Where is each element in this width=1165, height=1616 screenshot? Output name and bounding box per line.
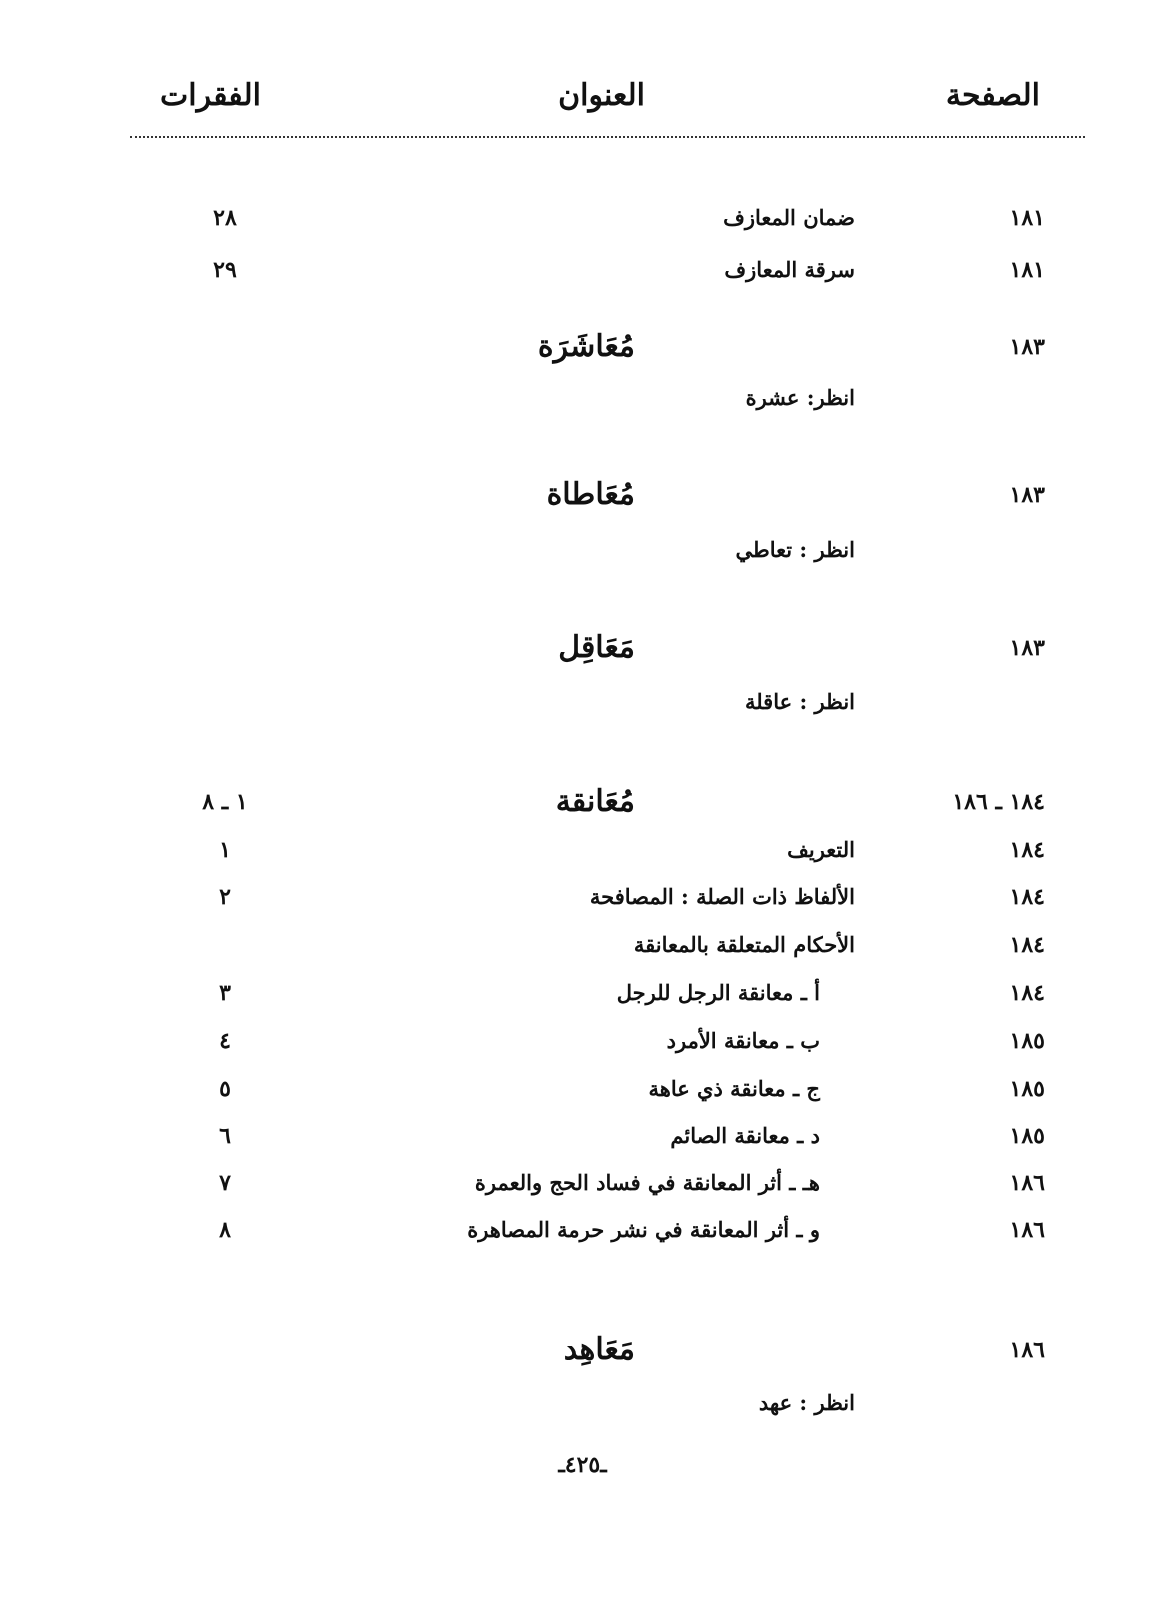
row-paragraph: ٢٨	[213, 205, 237, 231]
row-page: ١٨١	[1009, 205, 1045, 231]
row-paragraph: ٥	[219, 1076, 231, 1102]
header-paragraphs-column: الفقرات	[160, 78, 261, 113]
row-title: سرقة المعازف	[724, 257, 855, 282]
row-title: د ـ معانقة الصائم	[670, 1123, 820, 1148]
index-entry-heading	[0, 475, 1165, 515]
index-row	[0, 198, 1165, 238]
index-row	[0, 1069, 1165, 1109]
row-title: أ ـ معانقة الرجل للرجل	[616, 980, 820, 1005]
index-row	[0, 378, 1165, 418]
see-also-reference: انظر : تعاطي	[735, 537, 855, 562]
header-dotted-divider	[130, 136, 1085, 138]
row-page: ١٨٤	[1009, 837, 1045, 863]
index-entry-heading	[0, 782, 1165, 822]
row-paragraph: ٣	[219, 980, 231, 1006]
row-title: هـ ـ أثر المعانقة في فساد الحج والعمرة	[474, 1170, 820, 1195]
row-page: ١٨٤	[1009, 932, 1045, 958]
row-page: ١٨٣	[1009, 482, 1045, 508]
row-paragraph: ٦	[219, 1123, 231, 1149]
index-entry-heading	[0, 327, 1165, 367]
row-title: ضمان المعازف	[723, 205, 855, 230]
entry-heading: مَعَاقِل	[558, 630, 635, 665]
row-page: ١٨٣	[1009, 635, 1045, 661]
index-row	[0, 877, 1165, 917]
index-row	[0, 973, 1165, 1013]
index-row	[0, 1383, 1165, 1423]
row-page: ١٨٣	[1009, 334, 1045, 360]
index-row	[0, 1210, 1165, 1250]
entry-heading: مُعَاطاة	[546, 477, 635, 512]
row-title: الأحكام المتعلقة بالمعانقة	[633, 932, 855, 957]
entry-heading: مُعَاشَرَة	[537, 329, 635, 364]
header-page-column: الصفحة	[945, 78, 1040, 113]
index-row	[0, 925, 1165, 965]
index-row	[0, 530, 1165, 570]
index-entry-heading	[0, 1330, 1165, 1370]
row-paragraph: ٢٩	[213, 257, 237, 283]
row-paragraph: ٤	[219, 1028, 231, 1054]
row-page: ١٨٦	[1009, 1337, 1045, 1363]
row-page: ١٨٤	[1009, 980, 1045, 1006]
index-row	[0, 1021, 1165, 1061]
index-row	[0, 1163, 1165, 1203]
entry-heading: مَعَاهِد	[563, 1332, 635, 1367]
row-page: ١٨٥	[1009, 1028, 1045, 1054]
see-also-reference: انظر : عهد	[758, 1390, 855, 1415]
row-title: ب ـ معانقة الأمرد	[666, 1028, 820, 1053]
row-paragraph: ٧	[219, 1170, 231, 1196]
row-paragraph: ٢	[219, 884, 231, 910]
index-row	[0, 1116, 1165, 1156]
row-paragraph: ١	[219, 837, 231, 863]
row-paragraph: ١ ـ ٨	[202, 789, 248, 815]
index-row	[0, 682, 1165, 722]
row-page: ١٨٤	[1009, 884, 1045, 910]
row-title: التعريف	[787, 837, 855, 862]
row-title: و ـ أثر المعانقة في نشر حرمة المصاهرة	[467, 1217, 820, 1242]
index-row	[0, 830, 1165, 870]
row-title: ج ـ معانقة ذي عاهة	[648, 1076, 820, 1101]
entry-heading: مُعَانقة	[555, 784, 635, 819]
row-paragraph: ٨	[219, 1217, 231, 1243]
see-also-reference: انظر: عشرة	[745, 385, 855, 410]
row-page: ١٨٥	[1009, 1076, 1045, 1102]
row-title: الألفاظ ذات الصلة : المصافحة	[589, 884, 855, 909]
row-page: ١٨١	[1009, 257, 1045, 283]
see-also-reference: انظر : عاقلة	[744, 689, 855, 714]
index-entry-heading	[0, 628, 1165, 668]
row-page: ١٨٤ ـ ١٨٦	[952, 789, 1045, 815]
page-number: ـ٤٢٥ـ	[558, 1452, 607, 1478]
row-page: ١٨٦	[1009, 1217, 1045, 1243]
header-title-column: العنوان	[558, 78, 645, 113]
row-page: ١٨٦	[1009, 1170, 1045, 1196]
index-row	[0, 250, 1165, 290]
row-page: ١٨٥	[1009, 1123, 1045, 1149]
